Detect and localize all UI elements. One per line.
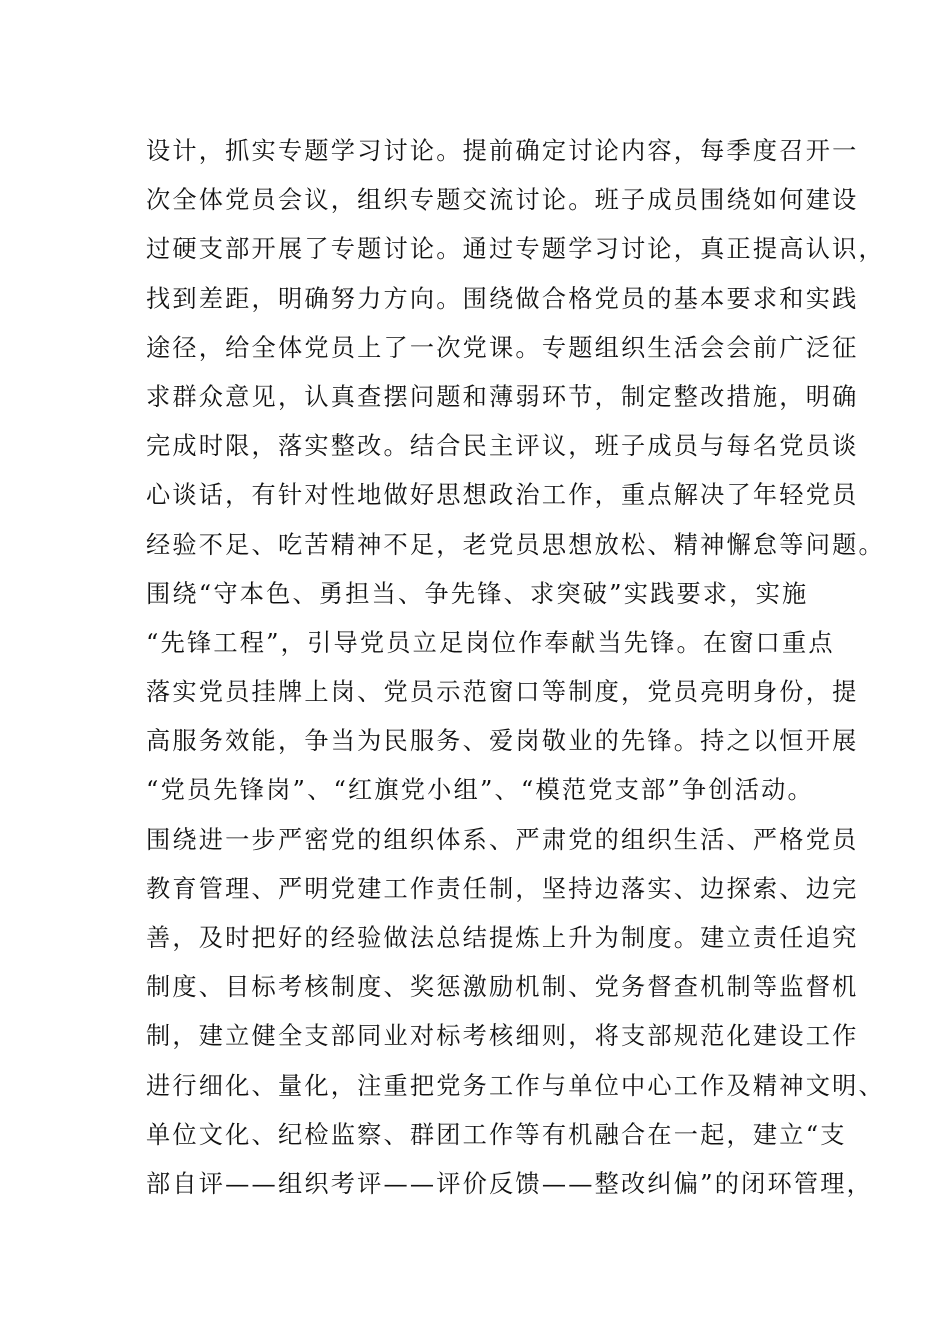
text-line: “党员先锋岗”、“红旗党小组”、“模范党支部”争创活动。 <box>146 776 814 805</box>
text-line: 途径，给全体党员上了一次党课。专题组织生活会会前广泛征 <box>146 333 859 362</box>
text-line: 设计，抓实专题学习讨论。提前确定讨论内容，每季度召开一 <box>146 137 859 165</box>
text-line: 进行细化、量化，注重把党务工作与单位中心工作及精神文明、 <box>146 1071 885 1100</box>
text-line: 教育管理、严明党建工作责任制，坚持边落实、边探索、边完 <box>146 874 859 903</box>
text-line: 经验不足、吃苦精神不足，老党员思想放松、精神懈怠等问题。 <box>146 530 885 559</box>
text-line: 部自评——组织考评——评价反馈——整改纠偏”的闭环管理， <box>146 1169 874 1198</box>
text-line: 心谈话，有针对性地做好思想政治工作，重点解决了年轻党员 <box>146 481 859 510</box>
text-line: 次全体党员会议，组织专题交流讨论。班子成员围绕如何建设 <box>146 186 859 215</box>
body-text <box>146 131 885 1213</box>
text-line: “先锋工程”，引导党员立足岗位作奉献当先锋。在窗口重点 <box>146 628 835 657</box>
text-line: 围绕“守本色、勇担当、争先锋、求突破”实践要求，实施 <box>146 579 809 608</box>
text-line: 过硬支部开展了专题讨论。通过专题学习讨论，真正提高认识， <box>146 235 885 264</box>
text-line: 完成时限，落实整改。结合民主评议，班子成员与每名党员谈 <box>146 432 859 461</box>
text-line: 求群众意见，认真查摆问题和薄弱环节，制定整改措施，明确 <box>146 382 859 411</box>
text-line: 围绕进一步严密党的组织体系、严肃党的组织生活、严格党员 <box>146 825 859 854</box>
text-line: 高服务效能，争当为民服务、爱岗敬业的先锋。持之以恒开展 <box>146 727 859 756</box>
text-line: 找到差距，明确努力方向。围绕做合格党员的基本要求和实践 <box>146 284 859 313</box>
text-line: 单位文化、纪检监察、群团工作等有机融合在一起，建立“支 <box>146 1120 847 1149</box>
text-line: 善，及时把好的经验做法总结提炼上升为制度。建立责任追究 <box>146 924 859 952</box>
text-line: 落实党员挂牌上岗、党员示范窗口等制度，党员亮明身份，提 <box>146 678 859 707</box>
text-line: 制，建立健全支部同业对标考核细则，将支部规范化建设工作 <box>146 1022 859 1051</box>
text-line: 制度、目标考核制度、奖惩激励机制、党务督查机制等监督机 <box>146 973 859 1002</box>
